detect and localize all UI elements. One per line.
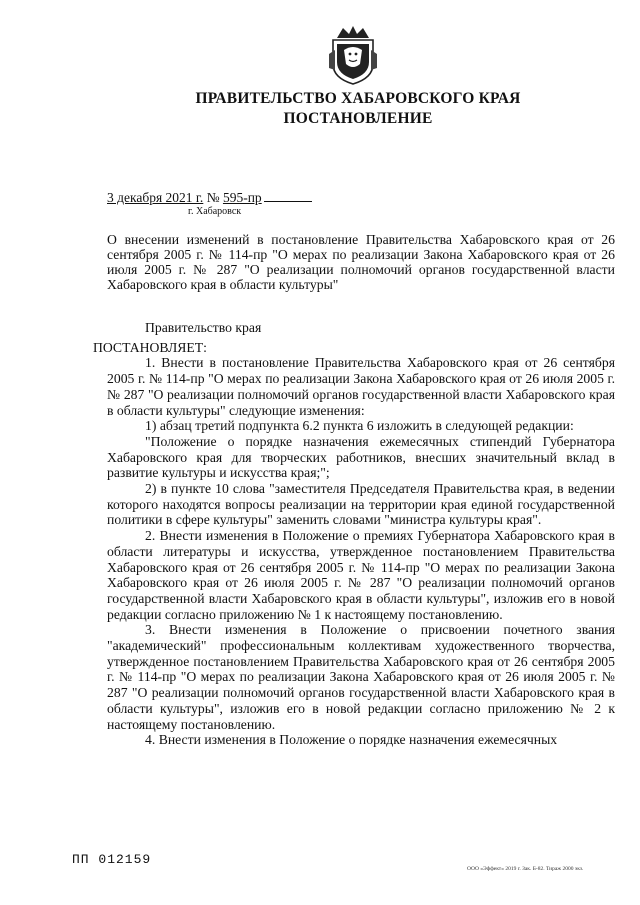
number-label: №: [206, 190, 220, 205]
document-number: 595-пр: [222, 190, 262, 205]
paragraph-2: 2. Внести изменения в Положение о премиях Губернатора Хабаровского края в области литературы и искусства, утвержденное постановлением Правительства Хабаровского края от 26 сентября 2005 г. № 114-пр "О мерах по реализации Закона Хабаровского края от 26 июля 2005 г. № 287 "О реализации полномочий органов государственной власти Хабаровского края в области культуры", изложив его в новой редакции согласно приложению № 1 к настоящему постановлению.: [107, 528, 615, 622]
government-line: Правительство края: [145, 320, 262, 335]
document-subject: О внесении изменений в постановление Правительства Хабаровского края от 26 сентября 2005 г. № 114-пр "О мерах по реализации Закона Хабаровского края от 26 июля 2005 г. № 287 "О реализации полномочий органов государственной власти Хабаровского края в области культуры": [107, 232, 615, 292]
number-underline: [264, 201, 312, 202]
paragraph-3: 3. Внести изменения в Положение о присвоении почетного звания "академический" профессиональным коллективам художественного творчества, утвержденное постановлением Правительства Хабаровского края от 26 сентября 2005 г. № 114-пр "О мерах по реализации Закона Хабаровского края от 26 июля 2005 г. № 287 "О реализации полномочий органов государственной власти Хабаровского края в области культуры", изложив его в новой редакции согласно приложению № 2 к настоящему постановлению.: [107, 622, 615, 732]
coat-of-arms-icon: [327, 24, 379, 86]
document-body: [93, 320, 615, 748]
date-number-line: [107, 190, 312, 206]
paragraph-1-1-quote: "Положение о порядке назначения ежемесячных стипендий Губернатора Хабаровского края для творческих работников, внесших значительный вклад в развитие культуры и искусства края;";: [107, 433, 615, 481]
document-type: ПОСТАНОВЛЕНИЕ: [283, 110, 433, 127]
paragraph-4: 4. Внести изменения в Положение о порядке назначения ежемесячных: [145, 732, 558, 748]
government-title: ПРАВИТЕЛЬСТВО ХАБАРОВСКОГО КРАЯ: [195, 90, 521, 107]
document-date: 3 декабря 2021 г.: [107, 190, 204, 205]
paragraph-1-2: 2) в пункте 10 слова "заместителя Председателя Правительства края, в ведении которого находятся вопросы реализации на территории края единой государственной политики в сфере культуры" заменить словами "министра культуры края".: [107, 481, 615, 528]
form-serial-code: ПП 012159: [72, 852, 152, 867]
city: г. Хабаровск: [188, 206, 242, 217]
printer-imprint: ООО «Эффект» 2019 г. Зак. Б-82. Тираж 2000 экз.: [467, 866, 584, 872]
resolves-heading: ПОСТАНОВЛЯЕТ:: [93, 339, 207, 355]
paragraph-1-1: 1) абзац третий подпункта 6.2 пункта 6 изложить в следующей редакции:: [145, 418, 574, 434]
paragraph-1: 1. Внести в постановление Правительства Хабаровского края от 26 сентября 2005 г. № 114-пр "О мерах по реализации Закона Хабаровского края от 26 июля 2005 г. № 287 "О реализации полномочий органов государственной власти Хабаровского края в области культуры" следующие изменения:: [107, 355, 615, 418]
